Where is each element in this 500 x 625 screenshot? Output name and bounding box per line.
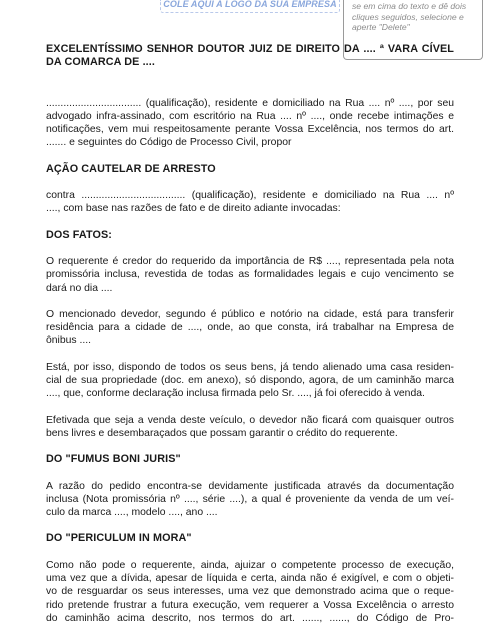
text-line: advogado infra-assinado, com escritório na Rua .... nº ...., onde recebe intimações e (46, 110, 454, 122)
petition-document (46, 43, 454, 625)
facts-title: DOS FATOS: (46, 228, 112, 241)
text-line: do caminhão acima descrito, nos termos do art. ......, ......, do Código de Pro- (46, 612, 454, 624)
court-address (46, 43, 454, 70)
text-line: ................................. (qualificação), residente e domiciliado na Rua .... nº ...., por seu (46, 97, 454, 109)
periculum-paragraph (46, 559, 454, 625)
facts-paragraph (46, 361, 454, 401)
text-line: O requerente é credor do requerido da importância de R$ ...., representada pela nota (46, 255, 454, 267)
text-line: O mencionado devedor, segundo é público e notório na cidade, está para transferir (46, 308, 454, 320)
text-line: Está, por isso, dispondo de todos os seus bens, já tendo alienado uma casa residen- (46, 361, 454, 373)
text-line: contra .................................... (qualificação), residente e domiciliado na Rua .... nº (46, 190, 454, 202)
text-line: cial de sua propriedade (doc. em anexo), só dispondo, agora, de um caminhão marca (46, 375, 454, 387)
against-paragraph (46, 189, 454, 216)
fumus-title: DO "FUMUS BONI JURIS" (46, 453, 181, 466)
facts-paragraph (46, 255, 454, 295)
action-title: AÇÃO CAUTELAR DE ARRESTO (46, 162, 216, 175)
hint-line: cliques seguidos, selecione e (352, 11, 464, 22)
text-line: Efetivada que seja a venda deste veículo, o devedor não ficará com quaisquer outros (46, 414, 454, 426)
text-line: notificações, vem mui respeitosamente perante Vossa Excelência, nos termos do art. (46, 124, 454, 136)
court-address-line: EXCELENTÍSSIMO SENHOR DOUTOR JUIZ DE DIREITO DA .... ª VARA CÍVEL (46, 43, 454, 55)
text-line: ônibus .... (46, 335, 92, 347)
intro-paragraph (46, 97, 454, 150)
facts-paragraph (46, 308, 454, 348)
periculum-title: DO "PERICULUM IN MORA" (46, 532, 192, 545)
text-line: bens livres e desembaraçados que possam garantir o crédito do requerente. (46, 427, 398, 439)
text-line: culo da marca ...., modelo ...., ano .... (46, 507, 218, 519)
text-line: ....... e seguintes do Código de Processo Civil, propor (46, 137, 292, 149)
text-line: ...., que, conforme declaração inclusa firmada pelo Sr. ...., já foi oferecido à venda. (46, 388, 425, 400)
text-line: residência para a cidade de ...., onde, ao que consta, irá trabalhar na Empresa de (46, 322, 454, 334)
text-line: rido pretende frustrar a futura execução, vem requerer a Vossa Excelência o arresto (46, 599, 454, 611)
text-line: A razão do pedido encontra-se devidamente justificada através da documentação (46, 480, 454, 492)
hint-line: aperte "Delete" (352, 22, 410, 33)
text-line: dará no dia .... (46, 282, 113, 294)
text-line: uma vez que a dívida, apesar de líquida e certa, ainda não é exigível, e com o objeti- (46, 573, 454, 585)
logo-placeholder[interactable]: COLE AQUI A LOGO DA SUA EMPRESA (160, 0, 340, 13)
fumus-paragraph (46, 480, 454, 520)
text-line: Como não pode o requerente, ainda, ajuizar o competente processo de execução, (46, 559, 454, 571)
text-line: vo de resguardar os seus interesses, uma vez que demonstrado acima que o reque- (46, 586, 454, 598)
facts-paragraph (46, 414, 454, 441)
text-line: ...., com base nas razões de fato e de direito adiante invocadas: (46, 203, 341, 215)
text-line: promissória inclusa, revestida de todas as formalidades legais e cujo vencimento se (46, 269, 454, 281)
hint-line: se em cima do texto e dê dois (352, 1, 467, 11)
text-line: inclusa (Nota promissória nº ...., série ....), a qual é proveniente da venda de um veí- (46, 493, 454, 505)
court-address-line: DA COMARCA DE .... (46, 56, 155, 69)
